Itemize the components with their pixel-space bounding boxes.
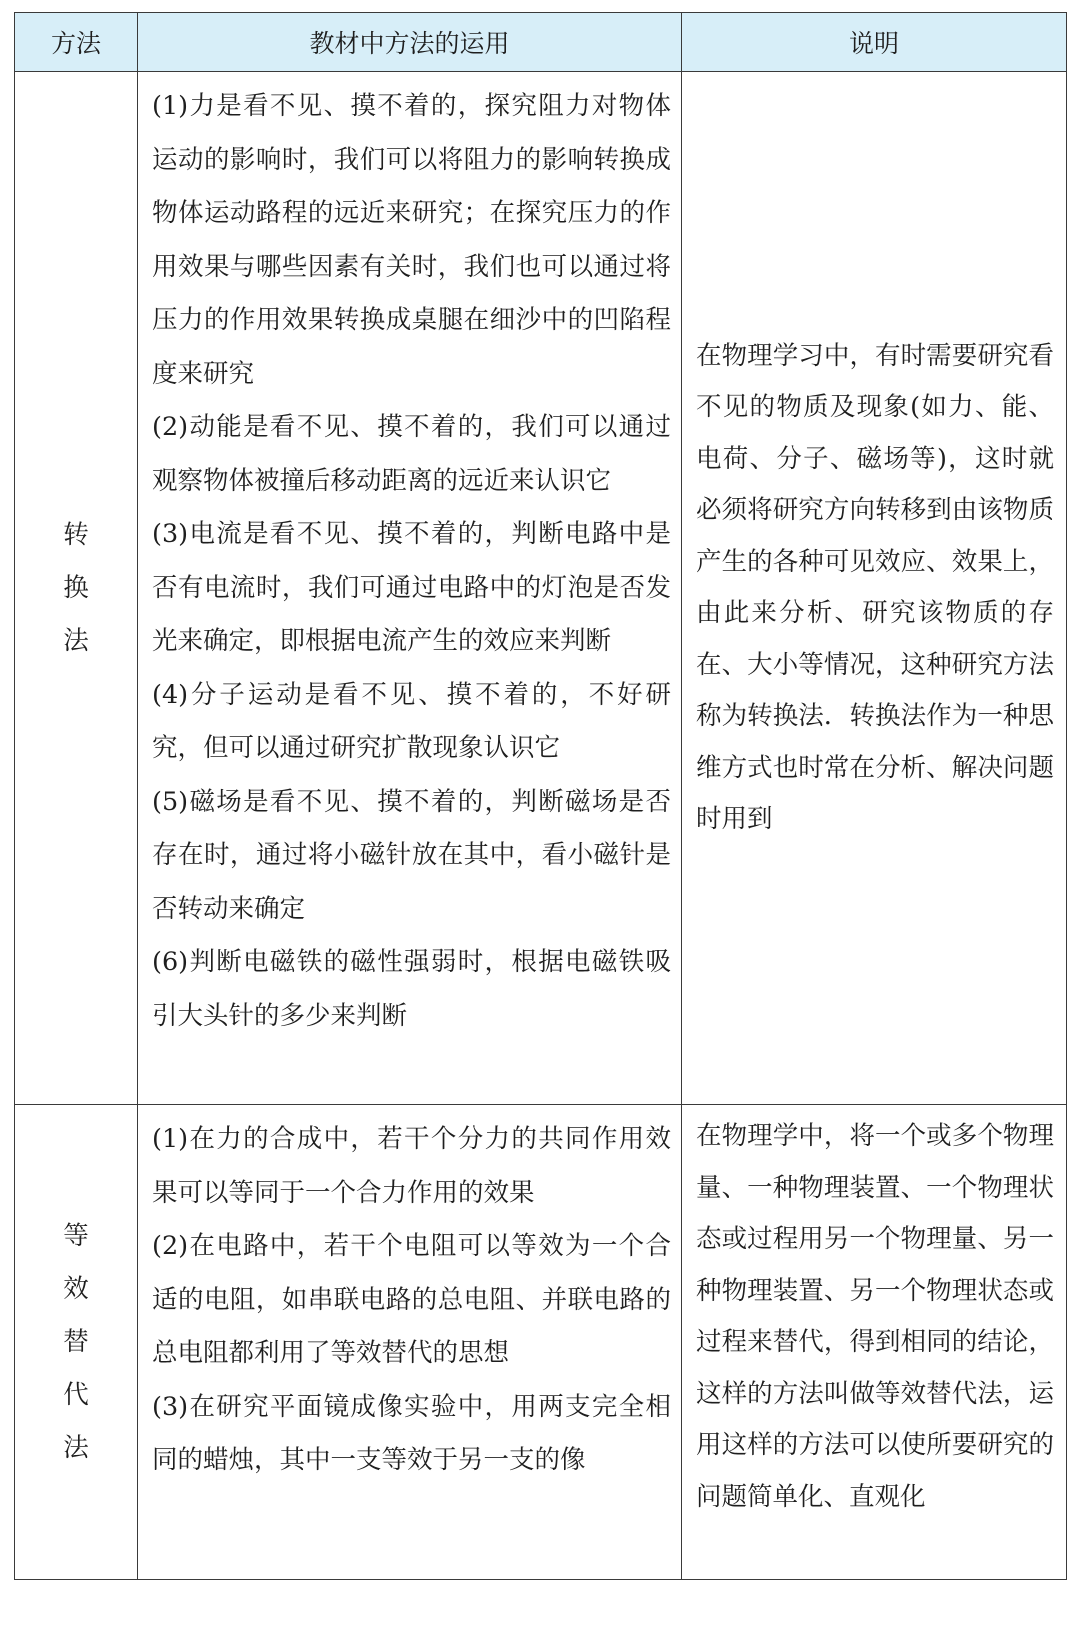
uses-cell bbox=[138, 72, 682, 1105]
table-row bbox=[15, 72, 1067, 1105]
explain-cell: 在物理学习中，有时需要研究看不见的物质及现象(如力、能、电荷、分子、磁场等)，这时就必须将研究方向转移到由该物质产生的各种可见效应、效果上，由此来分析、研究该物质的存在、大小等情况，这种研究方法称为转换法．转换法作为一种思维方式也时常在分析、解决问题时用到 bbox=[682, 72, 1067, 1105]
method-char: 转 bbox=[63, 519, 89, 550]
header-method: 方法 bbox=[15, 13, 138, 72]
use-item: (2)在电路中，若干个电阻可以等效为一个合适的电阻，如串联电路的总电阻、并联电路的总电阻都利用了等效替代的思想 bbox=[152, 1231, 671, 1368]
table-header-row bbox=[15, 13, 1067, 72]
method-char: 等 bbox=[63, 1220, 89, 1251]
use-item: (6)判断电磁铁的磁性强弱时，根据电磁铁吸引大头针的多少来判断 bbox=[152, 947, 671, 1031]
method-char: 法 bbox=[63, 1432, 89, 1463]
use-item: (2)动能是看不见、摸不着的，我们可以通过观察物体被撞后移动距离的远近来认识它 bbox=[152, 412, 671, 496]
use-item: (5)磁场是看不见、摸不着的，判断磁场是否存在时，通过将小磁针放在其中，看小磁针是否转动来确定 bbox=[152, 786, 671, 924]
method-char: 换 bbox=[63, 572, 89, 603]
use-item: (4)分子运动是看不见、摸不着的，不好研究，但可以通过研究扩散现象认识它 bbox=[152, 679, 671, 763]
header-uses: 教材中方法的运用 bbox=[138, 13, 682, 72]
method-char: 效 bbox=[63, 1273, 89, 1304]
table-row bbox=[15, 1105, 1067, 1580]
method-char: 替 bbox=[63, 1326, 89, 1357]
method-char: 代 bbox=[63, 1379, 89, 1410]
use-item: (1)力是看不见、摸不着的，探究阻力对物体运动的影响时，我们可以将阻力的影响转换成物体运动路程的远近来研究；在探究压力的作用效果与哪些因素有关时，我们也可以通过将压力的作用效果转换成桌腿在细沙中的凹陷程度来研究 bbox=[152, 91, 671, 389]
methods-table bbox=[14, 12, 1067, 1580]
uses-cell bbox=[138, 1105, 682, 1580]
method-cell bbox=[15, 1105, 138, 1580]
explain-cell: 在物理学中，将一个或多个物理量、一种物理装置、一个物理状态或过程用另一个物理量、另一种物理装置、另一个物理状态或过程来替代，得到相同的结论，这样的方法叫做等效替代法，运用这样的方法可以使所要研究的问题简单化、直观化 bbox=[682, 1105, 1067, 1580]
method-char: 法 bbox=[63, 625, 89, 656]
header-explain: 说明 bbox=[682, 13, 1067, 72]
use-item: (1)在力的合成中，若干个分力的共同作用效果可以等同于一个合力作用的效果 bbox=[152, 1124, 671, 1208]
use-item: (3)在研究平面镜成像实验中，用两支完全相同的蜡烛，其中一支等效于另一支的像 bbox=[152, 1391, 671, 1475]
use-item: (3)电流是看不见、摸不着的，判断电路中是否有电流时，我们可通过电路中的灯泡是否发光来确定，即根据电流产生的效应来判断 bbox=[152, 519, 671, 656]
method-cell bbox=[15, 72, 138, 1105]
